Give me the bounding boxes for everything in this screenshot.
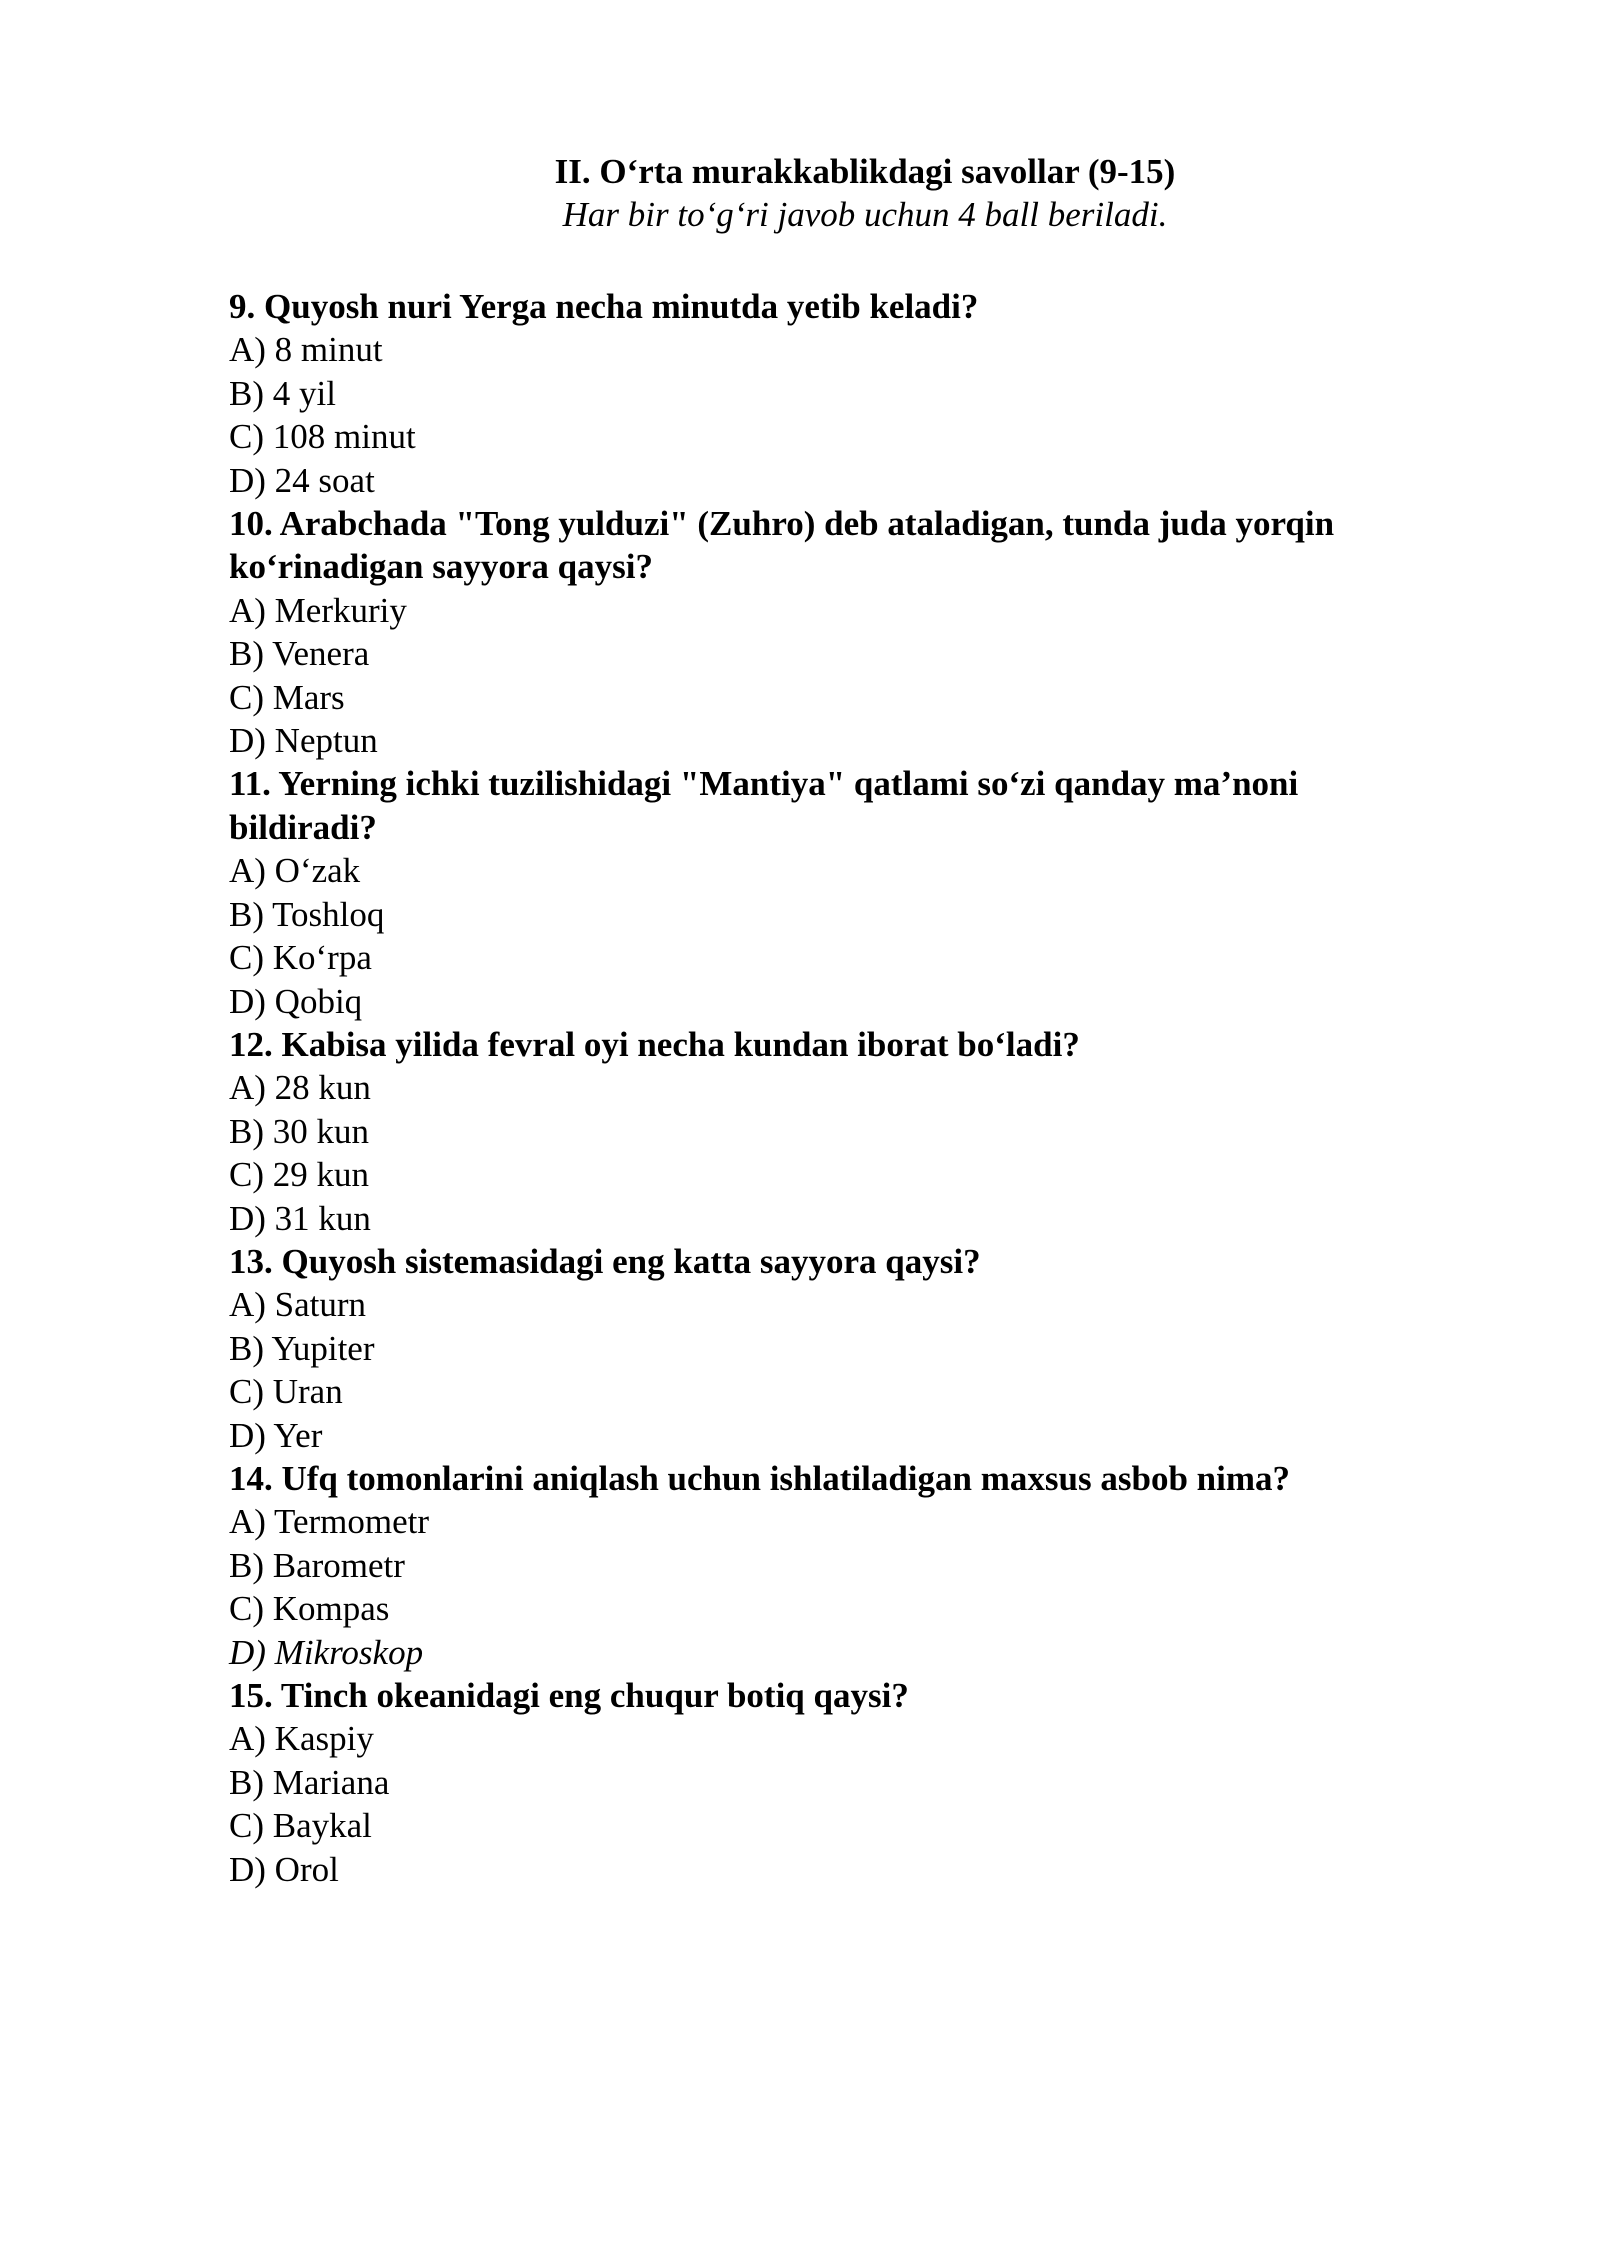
question-text-continued: ko‘rinadigan sayyora qaysi? <box>229 547 653 587</box>
question-text: 15. Tinch okeanidagi eng chuqur botiq qaysi? <box>229 1676 909 1715</box>
answer-option: B) Barometr <box>229 1545 405 1585</box>
question-block <box>229 1240 1459 1457</box>
answer-option: B) Toshloq <box>229 894 385 934</box>
answer-option: C) Uran <box>229 1372 343 1412</box>
answer-option: C) Mars <box>229 677 345 717</box>
answer-option: B) Mariana <box>229 1762 390 1802</box>
answer-option: D) 31 kun <box>229 1198 371 1238</box>
question-text: 11. Yerning ichki tuzilishidagi "Mantiya" qatlami so‘zi qanday ma’noni <box>229 764 1299 804</box>
question-text-continued: bildiradi? <box>229 807 377 847</box>
section-subtitle: Har bir to‘g‘ri javob uchun 4 ball beriladi. <box>562 195 1168 234</box>
question-block <box>229 285 1459 502</box>
answer-option: B) Yupiter <box>229 1328 375 1368</box>
answer-option: D) Qobiq <box>229 981 363 1021</box>
answer-option: C) Ko‘rpa <box>229 938 372 978</box>
answer-option: D) Yer <box>229 1415 323 1455</box>
answer-option: D) Orol <box>229 1849 339 1889</box>
answer-option: C) Baykal <box>229 1806 372 1846</box>
answer-option: A) Merkuriy <box>229 590 407 630</box>
answer-option: A) Kaspiy <box>229 1719 374 1759</box>
question-block <box>229 502 1459 762</box>
answer-option: D) 24 soat <box>229 460 375 500</box>
answer-option: C) 108 minut <box>229 417 416 457</box>
question-text: 12. Kabisa yilida fevral oyi necha kundan iborat bo‘ladi? <box>229 1024 1080 1064</box>
answer-option: A) O‘zak <box>229 851 361 891</box>
question-list <box>229 285 1459 1891</box>
question-block <box>229 1457 1459 1674</box>
question-block <box>229 1674 1459 1891</box>
question-block <box>229 762 1459 1022</box>
answer-option: A) Saturn <box>229 1285 367 1325</box>
answer-option: C) 29 kun <box>229 1155 369 1195</box>
answer-option: C) Kompas <box>229 1589 390 1629</box>
section-title: II. O‘rta murakkablikdagi savollar (9-15) <box>554 152 1176 191</box>
answer-option: A) Termometr <box>229 1502 430 1542</box>
question-text: 10. Arabchada "Tong yulduzi" (Zuhro) deb ataladigan, tunda juda yorqin <box>229 504 1335 544</box>
answer-option: A) 8 minut <box>229 330 383 370</box>
question-block <box>229 1023 1459 1240</box>
section-header <box>0 150 1600 236</box>
answer-option: D) Neptun <box>229 721 378 761</box>
question-text: 13. Quyosh sistemasidagi eng katta sayyora qaysi? <box>229 1241 981 1281</box>
answer-option: A) 28 kun <box>229 1068 371 1108</box>
answer-option: B) Venera <box>229 634 370 674</box>
question-text: 14. Ufq tomonlarini aniqlash uchun ishlatiladigan maxsus asbob nima? <box>229 1458 1291 1498</box>
answer-option: D) Mikroskop <box>229 1632 424 1672</box>
answer-option: B) 30 kun <box>229 1111 369 1151</box>
answer-option: B) 4 yil <box>229 373 336 413</box>
question-text: 9. Quyosh nuri Yerga necha minutda yetib keladi? <box>229 287 979 326</box>
